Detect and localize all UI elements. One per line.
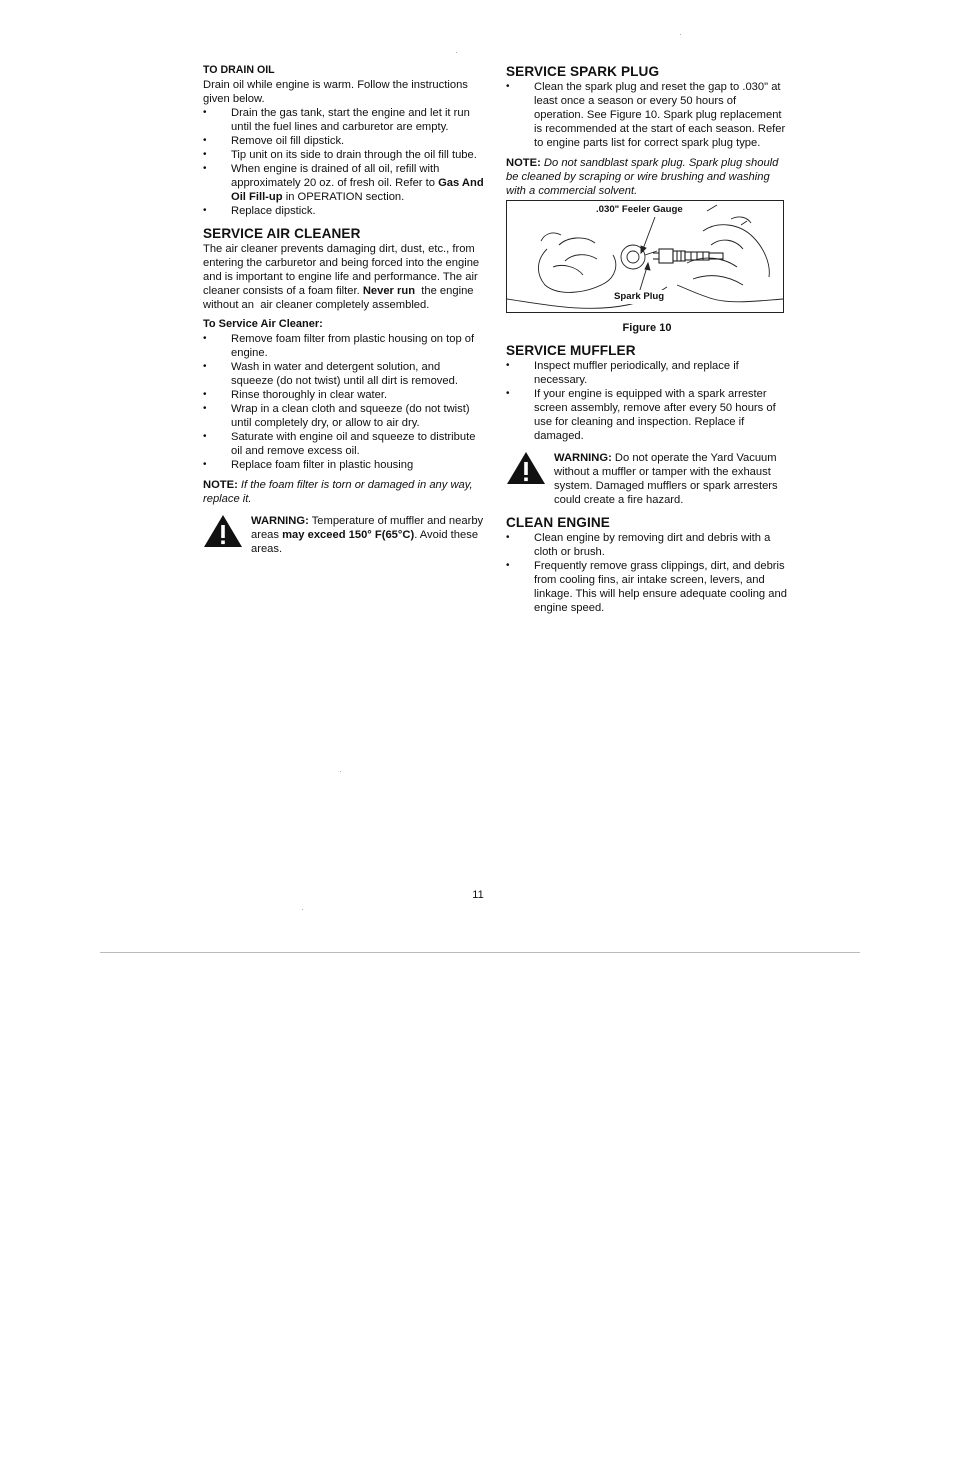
clean-engine-heading: CLEAN ENGINE xyxy=(506,515,610,530)
list-item xyxy=(203,162,485,204)
air-cleaner-note xyxy=(203,478,485,506)
list-item: • Remove oil fill dipstick. xyxy=(203,134,485,148)
scan-speck xyxy=(456,52,457,53)
spark-plug-note xyxy=(506,156,788,198)
left-column xyxy=(203,64,485,556)
step-text: When engine is drained of all oil, refill with approximately 20 oz. of fresh oil. Refer to xyxy=(231,163,440,189)
note-text: If the foam filter is torn or damaged in any way, replace it. xyxy=(203,479,473,505)
note-label: NOTE: xyxy=(506,157,541,169)
bottom-rule xyxy=(100,952,860,953)
body-text: the engine without an air cleaner completely assembled. xyxy=(203,285,477,311)
list-item: • Wash in water and detergent solution, and squeeze (do not twist) until all dirt is removed. xyxy=(203,360,485,388)
spark-plug-label: Spark Plug xyxy=(614,291,665,302)
list-item: • Tip unit on its side to drain through the oil fill tube. xyxy=(203,148,485,162)
gas-oil-fillup-ref: Gas And Oil Fill-up xyxy=(231,177,484,203)
spark-plug-heading: SERVICE SPARK PLUG xyxy=(506,64,660,79)
spark-plug-steps xyxy=(506,80,788,150)
drain-oil-steps xyxy=(203,106,485,218)
list-item: • Rinse thoroughly in clear water. xyxy=(203,388,485,402)
feeler-gauge-label: .030" Feeler Gauge xyxy=(596,204,683,215)
list-item: • Clean engine by removing dirt and debris with a cloth or brush. xyxy=(506,531,788,559)
warning-body: Temperature of muffler and nearby areas xyxy=(251,515,484,541)
step-text: in OPERATION section. xyxy=(282,191,405,203)
clean-engine-steps xyxy=(506,531,788,615)
air-cleaner-subheading: To Service Air Cleaner: xyxy=(203,318,323,330)
warning-text xyxy=(554,451,788,507)
list-item: • Wrap in a clean cloth and squeeze (do not twist) until completely dry, or allow to air dry. xyxy=(203,402,485,430)
list-item: • Frequently remove grass clippings, dirt, and debris from cooling fins, air intake screen, levers, and linkage. This will help ensure adequate cooling and engine speed. xyxy=(506,559,788,615)
scan-speck xyxy=(680,34,681,35)
list-item: • Replace foam filter in plastic housing xyxy=(203,458,485,472)
body-text: The air cleaner prevents damaging dirt, dust, etc., from entering the carburetor and being forced into the engine and is important to engine life and performance. The air cleaner consists of a foam filter. xyxy=(203,243,480,297)
warning-text xyxy=(251,514,485,556)
figure-caption: Figure 10 xyxy=(622,322,672,334)
warning-label: WARNING: xyxy=(251,515,309,527)
scan-speck xyxy=(302,909,303,910)
warning-triangle-icon xyxy=(506,451,554,507)
warning-label: WARNING: xyxy=(554,452,612,464)
note-label: NOTE: xyxy=(203,479,238,491)
muffler-temperature-warning xyxy=(203,514,485,556)
list-item: • If your engine is equipped with a spark arrester screen assembly, remove after every 50 hours of use for cleaning and inspection. Replace if damaged. xyxy=(506,387,788,443)
page-number: 11 xyxy=(472,889,484,901)
warning-triangle-icon xyxy=(203,514,251,556)
list-item: • Drain the gas tank, start the engine and let it run until the fuel lines and carburetor are empty. xyxy=(203,106,485,134)
drain-oil-heading: TO DRAIN OIL xyxy=(203,64,275,76)
warning-body: . Avoid these areas. xyxy=(251,529,479,555)
right-column xyxy=(506,64,788,615)
list-item: • Saturate with engine oil and squeeze to distribute oil and remove excess oil. xyxy=(203,430,485,458)
muffler-warning xyxy=(506,451,788,507)
muffler-heading: SERVICE MUFFLER xyxy=(506,343,636,358)
list-item: • Replace dipstick. xyxy=(203,204,485,218)
warning-body: Do not operate the Yard Vacuum without a muffler or tamper with the exhaust system. Damaged mufflers or spark arresters could create a fire hazard. xyxy=(554,452,778,506)
air-cleaner-heading: SERVICE AIR CLEANER xyxy=(203,226,361,241)
warning-temperature: may exceed 150° F(65°C) xyxy=(282,529,415,541)
muffler-steps xyxy=(506,359,788,443)
drain-oil-intro: Drain oil while engine is warm. Follow the instructions given below. xyxy=(203,79,468,105)
air-cleaner-steps xyxy=(203,332,485,472)
list-item: • Remove foam filter from plastic housing on top of engine. xyxy=(203,332,485,360)
list-item: • Clean the spark plug and reset the gap to .030" at least once a season or every 50 hours of operation. See Figure 10. Spark plug replacement is recommended at the start of each season. Refer to engine parts list for correct spark plug type. xyxy=(506,80,788,150)
list-item: • Inspect muffler periodically, and replace if necessary. xyxy=(506,359,788,387)
air-cleaner-body xyxy=(203,242,485,312)
never-run-emphasis: Never run xyxy=(362,285,416,297)
figure-10-illustration xyxy=(506,200,784,313)
note-text: Do not sandblast spark plug. Spark plug should be cleaned by scraping or wire brushing and washing with a commercial solvent. xyxy=(506,157,779,197)
scan-speck xyxy=(340,771,341,772)
